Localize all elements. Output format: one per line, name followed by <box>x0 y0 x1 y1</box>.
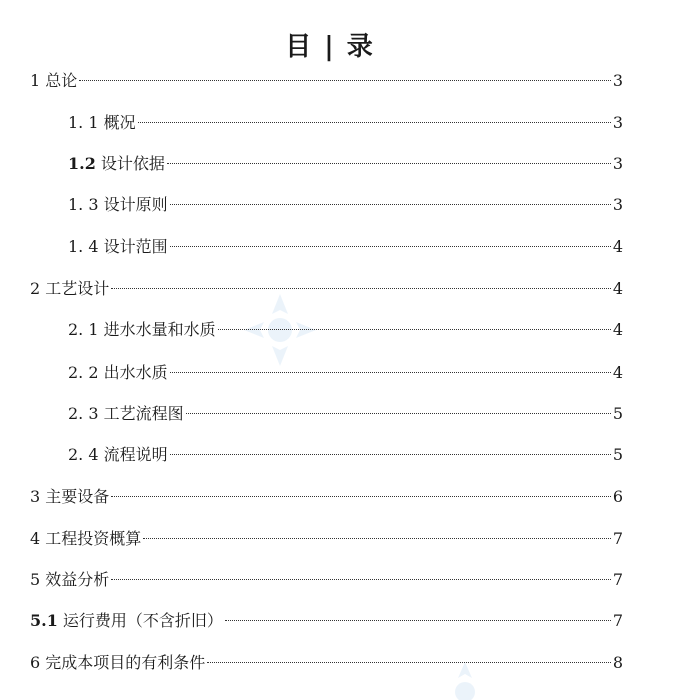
toc-entry-page: 4 <box>612 237 623 256</box>
toc-entry-page: 3 <box>612 154 623 173</box>
toc-entry[interactable] <box>68 443 623 467</box>
toc-entry[interactable] <box>68 361 623 385</box>
toc-entry-label: 1. 1 概况 <box>68 113 136 132</box>
toc-leader-dots <box>170 454 611 455</box>
toc-entry-label: 1. 4 设计范围 <box>68 237 168 256</box>
toc-entry-label: 3 主要设备 <box>30 487 110 506</box>
toc-entry-page: 4 <box>612 279 623 298</box>
toc-entry-page: 8 <box>612 653 623 672</box>
toc-entry-text: 运行费用（不含折旧） <box>57 611 223 630</box>
toc-entry-page: 7 <box>612 570 623 589</box>
toc-entry-page: 3 <box>612 195 623 214</box>
toc-entry[interactable] <box>68 111 623 135</box>
toc-entry-page: 4 <box>612 363 623 382</box>
toc-leader-dots <box>170 204 611 205</box>
toc-entry-label: 1 总论 <box>30 71 78 90</box>
toc-entry[interactable] <box>30 277 623 301</box>
toc-leader-dots <box>143 538 611 539</box>
toc-entry[interactable] <box>68 193 623 217</box>
toc-leader-dots <box>111 579 611 580</box>
toc-entry-label: 2. 2 出水水质 <box>68 363 168 382</box>
toc-entry-page: 3 <box>612 113 623 132</box>
toc-leader-dots <box>186 413 611 414</box>
toc-entry-page: 3 <box>612 71 623 90</box>
toc-leader-dots <box>111 496 611 497</box>
toc-entry[interactable] <box>30 485 623 509</box>
toc-leader-dots <box>170 246 611 247</box>
toc-entry-label: 4 工程投资概算 <box>30 529 142 548</box>
toc-leader-dots <box>170 372 611 373</box>
toc-leader-dots <box>111 288 611 289</box>
toc-entry[interactable] <box>30 69 623 93</box>
toc-leader-dots <box>207 662 611 663</box>
toc-entry-page: 5 <box>612 404 623 423</box>
toc-entry-page: 4 <box>612 320 623 339</box>
toc-entry[interactable] <box>68 235 623 259</box>
toc-entry[interactable] <box>68 318 623 342</box>
toc-title: 目 | 录 <box>285 32 375 62</box>
toc-entry[interactable] <box>30 609 623 633</box>
toc-leader-dots <box>218 329 611 330</box>
toc-entry-label: 2. 3 工艺流程图 <box>68 404 184 423</box>
toc-entry-label: 1. 3 设计原则 <box>68 195 168 214</box>
toc-leader-dots <box>167 163 611 164</box>
toc-entry[interactable] <box>30 527 623 551</box>
toc-leader-dots <box>79 80 611 81</box>
toc-entry-page: 6 <box>612 487 623 506</box>
toc-leader-dots <box>225 620 611 621</box>
toc-entry-page: 7 <box>612 529 623 548</box>
toc-entry-page: 5 <box>612 445 623 464</box>
toc-entry-text: 设计依据 <box>95 154 165 173</box>
toc-entry-label <box>30 609 223 633</box>
toc-entry-label: 2. 1 进水水量和水质 <box>68 320 216 339</box>
toc-entry-label: 5 效益分析 <box>30 570 110 589</box>
toc-entry[interactable] <box>30 651 623 675</box>
toc-entry-page: 7 <box>612 611 623 630</box>
toc-entry[interactable] <box>68 152 623 176</box>
toc-entry[interactable] <box>68 402 623 426</box>
toc-leader-dots <box>138 122 611 123</box>
toc-entry-label: 2 工艺设计 <box>30 279 110 298</box>
toc-entry-label <box>68 152 165 176</box>
toc-entry-label: 2. 4 流程说明 <box>68 445 168 464</box>
toc-entry-number: 5.1 <box>30 611 58 630</box>
toc-entry-label: 6 完成本项目的有利条件 <box>30 653 206 672</box>
toc-entry[interactable] <box>30 568 623 592</box>
toc-entry-number: 1.2 <box>68 154 96 173</box>
